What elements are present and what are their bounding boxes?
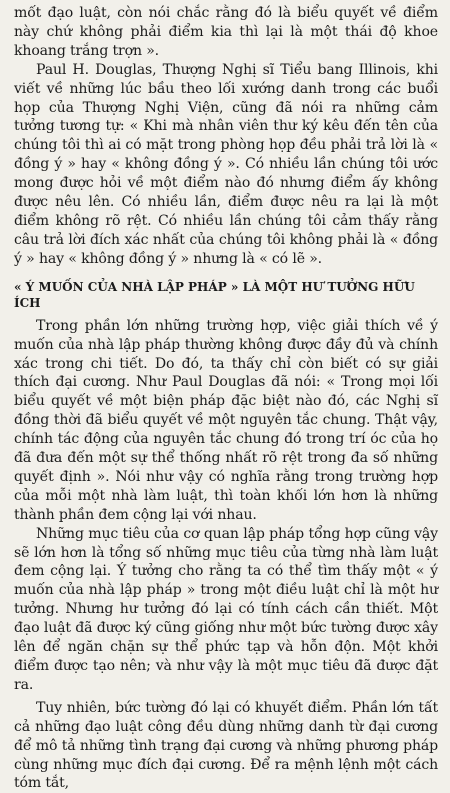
section-heading: « Ý MUỐN CỦA NHÀ LẬP PHÁP » LÀ MỘT HƯ TƯỞNG HỮU ÍCH	[14, 279, 415, 310]
paragraph-douglas-quote: Paul H. Douglas, Thượng Nghị sĩ Tiểu bang Illinois, khi viết về những lúc bầu theo lối xướng danh trong các buổi họp của Thượng Nghị Viện, cũng đã nói ra những cảm tưởng tương tự: « Khi mà nhân viên thư ký kêu đến tên của chúng tôi thì ai có mặt trong phòng họp đều phải trả lời là « đồng ý » hay « không đồng ý ». Có nhiều lần chúng tôi ước mong được hỏi về một điểm nào đó nhưng điểm ấy không được nêu lên. Có nhiều lần, điểm được nêu ra lại là một điểm không rõ rệt. Có nhiều lần chúng tôi cảm thấy rằng câu trả lời đích xác nhất của chúng tôi không phải là « đồng ý » hay « không đồng ý » nhưng là « có lẽ ».	[14, 61, 438, 267]
paragraph-interpretation: Trong phần lớn những trường hợp, việc giải thích về ý muốn của nhà lập pháp thường không được đầy đủ và chính xác trong chi tiết. Do đó, ta thấy chỉ còn biết có sự giải thích đại cương. Như Paul Douglas đã nói: « Trong mọi lối biểu quyết về một biện pháp đặc biệt nào đó, các Nghị sĩ đồng thời đã biểu quyết về một nguyên tắc chung. Thật vậy, chính tác động của nguyên tắc chung đó trong trí óc của họ đã đưa đến một sự thể thống nhất rõ rệt trong đa số những quyết định ». Nói như vậy có nghĩa rằng trong trường hợp của mỗi một nhà làm luật, thì toàn khối lớn hơn là những thành phần đem cộng lại với nhau.	[14, 317, 438, 523]
paragraph-objectives: Những mục tiêu của cơ quan lập pháp tổng hợp cũng vậy sẽ lớn hơn là tổng số những mục tiêu của từng nhà làm luật đem cộng lại. Ý tưởng cho rằng ta có thể tìm thấy một « ý muốn của nhà lập pháp » trong một điều luật chỉ là một hư tưởng. Nhưng hư tưởng đó lại có tính cách cần thiết. Một đạo luật đã được ký cũng giống như một bức tường được xây lên để ngăn chặn sự thể phức tạp và hỗn độn. Một khởi điểm được tạo nên; và như vậy là một mục tiêu đã được đặt ra.	[14, 525, 438, 693]
paragraph-wall-defect: Tuy nhiên, bức tường đó lại có khuyết điểm. Phần lớn tất cả những đạo luật công đều dùng những danh từ đại cương để mô tả những tình trạng đại cương và những phương pháp cùng những mục đích đại cương. Để ra mệnh lệnh một cách tóm tắt,	[14, 699, 438, 792]
paragraph-continued: mốt đạo luật, còn nói chắc rằng đó là biểu quyết về điểm này chứ không phải điểm kia thì lại là một thái độ khoe khoang trắng trợn ».	[14, 5, 438, 59]
